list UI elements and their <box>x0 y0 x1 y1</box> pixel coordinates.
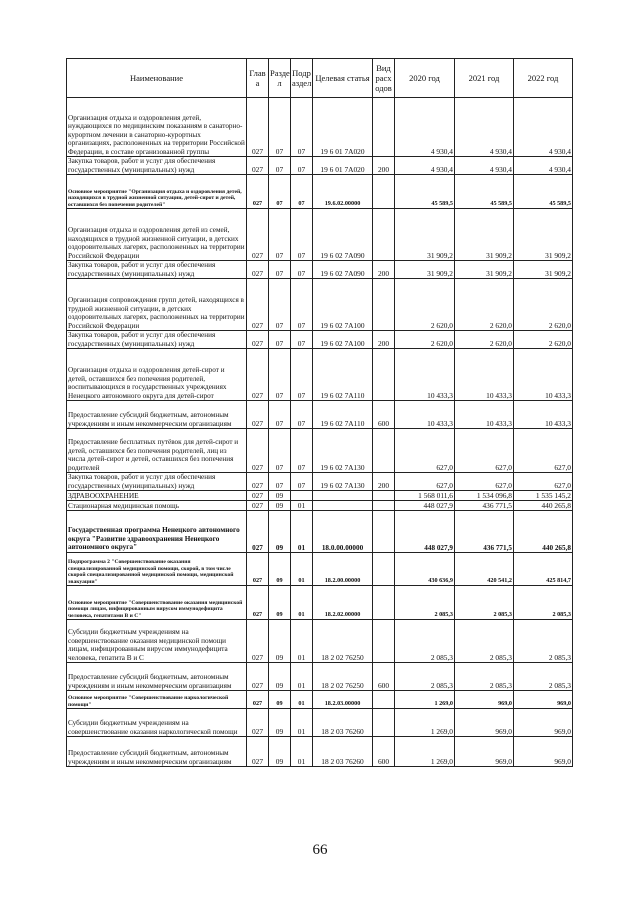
row-podrazdel <box>291 491 313 501</box>
header-vid: Вид расх одов <box>373 59 395 98</box>
row-vid <box>373 620 395 663</box>
budget-table <box>66 58 573 767</box>
row-statya: 19 6 02 7А100 <box>313 279 373 331</box>
row-2022: 31 909,2 <box>514 261 573 279</box>
row-razdel: 09 <box>269 501 291 511</box>
row-name: Организация отдыха и оздоровления детей, нуждающихся по медицинским показаниям в санаторно-курортном лечении в санаторно-курортных организациях, расположенных на территории Российской Федерации, в составе организованной группы <box>67 98 247 157</box>
row-razdel: 09 <box>269 491 291 501</box>
row-2020: 448 027,9 <box>395 501 455 511</box>
row-name: Закупка товаров, работ и услуг для обеспечения государственных (муниципальных) нужд <box>67 261 247 279</box>
row-name: Организация сопровождения групп детей, находящихся в трудной жизненной ситуации, в детских оздоровительных лагерях, расположенных на территории Российской Федерации <box>67 279 247 331</box>
row-name: Стационарная медицинская помощь <box>67 501 247 511</box>
row-2022: 2 085,3 <box>514 586 573 620</box>
row-vid: 600 <box>373 663 395 691</box>
row-statya: 19.6.02.00000 <box>313 175 373 209</box>
row-2020: 430 636,9 <box>395 553 455 586</box>
row-2021: 969,0 <box>455 709 514 737</box>
table-row <box>67 331 573 349</box>
row-podrazdel: 07 <box>291 429 313 473</box>
row-2021: 969,0 <box>455 737 514 767</box>
table-row <box>67 279 573 331</box>
row-2021: 4 930,4 <box>455 157 514 175</box>
row-glava: 027 <box>247 511 269 553</box>
row-vid <box>373 209 395 261</box>
row-podrazdel: 07 <box>291 98 313 157</box>
row-2021: 436 771,5 <box>455 501 514 511</box>
row-statya: 18 2 02 76250 <box>313 620 373 663</box>
row-podrazdel: 07 <box>291 261 313 279</box>
row-statya: 19 6 02 7А090 <box>313 261 373 279</box>
row-razdel: 09 <box>269 620 291 663</box>
row-2021: 4 930,4 <box>455 98 514 157</box>
table-row <box>67 511 573 553</box>
header-2020: 2020 год <box>395 59 455 98</box>
row-podrazdel: 01 <box>291 553 313 586</box>
row-podrazdel: 01 <box>291 691 313 709</box>
row-2022: 440 265,8 <box>514 511 573 553</box>
row-glava: 027 <box>247 737 269 767</box>
row-2022: 2 620,0 <box>514 279 573 331</box>
row-statya: 19 6 02 7А130 <box>313 429 373 473</box>
row-2020: 1 269,0 <box>395 709 455 737</box>
row-name: Организация отдыха и оздоровления детей из семей, находящихся в трудной жизненной ситуации, в детских оздоровительных лагерях, расположенных на территории Российской Федерации <box>67 209 247 261</box>
table-row <box>67 157 573 175</box>
row-podrazdel: 01 <box>291 511 313 553</box>
row-razdel: 09 <box>269 737 291 767</box>
row-name: Предоставление субсидий бюджетным, автономным учреждениям и иным некоммерческим организациям <box>67 663 247 691</box>
row-razdel: 09 <box>269 553 291 586</box>
row-statya: 19 6 02 7А130 <box>313 473 373 491</box>
row-2020: 2 085,3 <box>395 586 455 620</box>
table-body <box>67 98 573 767</box>
row-2021: 31 909,2 <box>455 261 514 279</box>
row-2021: 45 589,5 <box>455 175 514 209</box>
row-vid: 200 <box>373 157 395 175</box>
row-glava: 027 <box>247 429 269 473</box>
row-razdel: 09 <box>269 586 291 620</box>
row-razdel: 07 <box>269 175 291 209</box>
header-razdel: Разде л <box>269 59 291 98</box>
row-podrazdel: 01 <box>291 663 313 691</box>
table-row <box>67 691 573 709</box>
table-row <box>67 261 573 279</box>
row-vid: 600 <box>373 401 395 429</box>
row-2022: 969,0 <box>514 737 573 767</box>
row-vid <box>373 709 395 737</box>
row-razdel: 07 <box>269 279 291 331</box>
row-name: Основное мероприятие "Совершенствование оказания медицинской помощи лицам, инфицированным вирусом иммунодефицита человека, гепатитами В и С" <box>67 586 247 620</box>
table-row <box>67 349 573 401</box>
row-2020: 627,0 <box>395 429 455 473</box>
row-statya: 18 2 02 76250 <box>313 663 373 691</box>
row-glava: 027 <box>247 473 269 491</box>
row-podrazdel: 07 <box>291 279 313 331</box>
row-2022: 440 265,8 <box>514 501 573 511</box>
row-statya: 19 6 01 7А020 <box>313 98 373 157</box>
row-vid <box>373 691 395 709</box>
row-vid <box>373 511 395 553</box>
table-header-row <box>67 59 573 98</box>
row-razdel: 09 <box>269 663 291 691</box>
row-2021: 1 534 096,8 <box>455 491 514 501</box>
table-row <box>67 429 573 473</box>
row-podrazdel: 01 <box>291 501 313 511</box>
row-vid <box>373 98 395 157</box>
header-statya: Целевая статья <box>313 59 373 98</box>
row-glava: 027 <box>247 709 269 737</box>
row-2020: 4 930,4 <box>395 157 455 175</box>
row-2022: 4 930,4 <box>514 98 573 157</box>
row-2022: 45 589,5 <box>514 175 573 209</box>
table-row <box>67 586 573 620</box>
row-vid <box>373 175 395 209</box>
row-razdel: 09 <box>269 709 291 737</box>
row-2020: 1 269,0 <box>395 691 455 709</box>
row-vid <box>373 501 395 511</box>
row-vid <box>373 586 395 620</box>
row-2020: 10 433,3 <box>395 401 455 429</box>
row-name: Предоставление субсидий бюджетным, автономным учреждениям и иным некоммерческим организациям <box>67 737 247 767</box>
row-podrazdel: 01 <box>291 709 313 737</box>
table-row <box>67 501 573 511</box>
row-2021: 10 433,3 <box>455 349 514 401</box>
row-vid <box>373 429 395 473</box>
header-2021: 2021 год <box>455 59 514 98</box>
row-vid <box>373 279 395 331</box>
table-row <box>67 209 573 261</box>
row-2020: 448 027,9 <box>395 511 455 553</box>
row-vid <box>373 491 395 501</box>
row-2021: 969,0 <box>455 691 514 709</box>
row-podrazdel: 07 <box>291 349 313 401</box>
row-2022: 969,0 <box>514 709 573 737</box>
row-2022: 10 433,3 <box>514 349 573 401</box>
row-podrazdel: 07 <box>291 175 313 209</box>
row-name: Субсидии бюджетным учреждениям на совершенствование оказания наркологической помощи <box>67 709 247 737</box>
row-razdel: 07 <box>269 429 291 473</box>
row-podrazdel: 07 <box>291 473 313 491</box>
row-razdel: 07 <box>269 331 291 349</box>
row-2022: 1 535 145,2 <box>514 491 573 501</box>
row-2020: 2 620,0 <box>395 331 455 349</box>
row-2020: 45 589,5 <box>395 175 455 209</box>
row-2021: 420 541,2 <box>455 553 514 586</box>
header-2022: 2022 год <box>514 59 573 98</box>
row-2020: 1 269,0 <box>395 737 455 767</box>
row-2020: 2 085,3 <box>395 663 455 691</box>
row-vid <box>373 553 395 586</box>
row-glava: 027 <box>247 401 269 429</box>
row-podrazdel: 07 <box>291 157 313 175</box>
row-name: Организация отдыха и оздоровления детей-сирот и детей, оставшихся без попечения родителей, воспитывающихся в государственных учреждениях Ненецкого автономного округа для детей-сирот <box>67 349 247 401</box>
row-glava: 027 <box>247 663 269 691</box>
row-glava: 027 <box>247 553 269 586</box>
row-2020: 1 568 011,6 <box>395 491 455 501</box>
row-2020: 627,0 <box>395 473 455 491</box>
table-row <box>67 663 573 691</box>
row-glava: 027 <box>247 157 269 175</box>
table-row <box>67 620 573 663</box>
row-2021: 436 771,5 <box>455 511 514 553</box>
row-name: Закупка товаров, работ и услуг для обеспечения государственных (муниципальных) нужд <box>67 157 247 175</box>
row-glava: 027 <box>247 175 269 209</box>
row-name: Субсидии бюджетным учреждениям на совершенствование оказания медицинской помощи лицам, инфицированным вирусом иммунодефицита человека, гепатита В и С <box>67 620 247 663</box>
row-2020: 4 930,4 <box>395 98 455 157</box>
row-glava: 027 <box>247 501 269 511</box>
row-razdel: 07 <box>269 401 291 429</box>
row-statya: 18.2.02.00000 <box>313 586 373 620</box>
row-2021: 627,0 <box>455 473 514 491</box>
row-name: Закупка товаров, работ и услуг для обеспечения государственных (муниципальных) нужд <box>67 331 247 349</box>
row-razdel: 09 <box>269 691 291 709</box>
row-2022: 627,0 <box>514 473 573 491</box>
row-podrazdel: 01 <box>291 620 313 663</box>
row-vid: 200 <box>373 473 395 491</box>
table-row <box>67 401 573 429</box>
row-glava: 027 <box>247 349 269 401</box>
row-razdel: 09 <box>269 511 291 553</box>
row-2022: 2 085,3 <box>514 663 573 691</box>
row-podrazdel: 07 <box>291 401 313 429</box>
table-row <box>67 473 573 491</box>
row-glava: 027 <box>247 491 269 501</box>
row-glava: 027 <box>247 620 269 663</box>
row-statya: 18.2.03.00000 <box>313 691 373 709</box>
row-name: Закупка товаров, работ и услуг для обеспечения государственных (муниципальных) нужд <box>67 473 247 491</box>
header-name: Наименование <box>67 59 247 98</box>
row-glava: 027 <box>247 586 269 620</box>
row-2021: 2 085,3 <box>455 663 514 691</box>
row-glava: 027 <box>247 279 269 331</box>
row-2021: 10 433,3 <box>455 401 514 429</box>
table-row <box>67 737 573 767</box>
row-2022: 2 085,3 <box>514 620 573 663</box>
row-glava: 027 <box>247 209 269 261</box>
row-2022: 425 814,7 <box>514 553 573 586</box>
row-podrazdel: 01 <box>291 586 313 620</box>
row-statya: 18 2 03 76260 <box>313 737 373 767</box>
row-2022: 969,0 <box>514 691 573 709</box>
row-name: ЗДРАВООХРАНЕНИЕ <box>67 491 247 501</box>
row-2020: 2 620,0 <box>395 279 455 331</box>
row-glava: 027 <box>247 691 269 709</box>
row-statya: 19 6 02 7А090 <box>313 209 373 261</box>
row-2021: 627,0 <box>455 429 514 473</box>
row-glava: 027 <box>247 331 269 349</box>
row-podrazdel: 07 <box>291 331 313 349</box>
row-2021: 31 909,2 <box>455 209 514 261</box>
row-statya: 18.2.00.00000 <box>313 553 373 586</box>
row-razdel: 07 <box>269 349 291 401</box>
table-row <box>67 98 573 157</box>
row-vid: 200 <box>373 261 395 279</box>
header-podrazdel: Подр аздел <box>291 59 313 98</box>
row-statya: 19 6 02 7А110 <box>313 349 373 401</box>
table-row <box>67 491 573 501</box>
row-2021: 2 085,3 <box>455 620 514 663</box>
header-glava: Глав а <box>247 59 269 98</box>
table-row <box>67 709 573 737</box>
row-razdel: 07 <box>269 473 291 491</box>
row-2020: 2 085,3 <box>395 620 455 663</box>
row-glava: 027 <box>247 98 269 157</box>
row-statya: 18 2 03 76260 <box>313 709 373 737</box>
row-statya <box>313 501 373 511</box>
row-statya: 19 6 02 7А110 <box>313 401 373 429</box>
row-name: Основное мероприятие "Организация отдыха и оздоровления детей, находящихся в трудной жизненной ситуации, детей-сирот и детей, оставшихся без попечения родителей" <box>67 175 247 209</box>
row-statya <box>313 491 373 501</box>
row-vid: 600 <box>373 737 395 767</box>
row-vid <box>373 349 395 401</box>
row-name: Подпрограмма 2 "Совершенствование оказания специализированной медицинской помощи, скорой, в том числе скорой специализированной медицинской помощи, медицинской эвакуации" <box>67 553 247 586</box>
row-2021: 2 620,0 <box>455 331 514 349</box>
row-razdel: 07 <box>269 209 291 261</box>
page-number: 66 <box>312 842 328 858</box>
row-2022: 4 930,4 <box>514 157 573 175</box>
row-razdel: 07 <box>269 157 291 175</box>
row-vid: 200 <box>373 331 395 349</box>
row-2021: 2 620,0 <box>455 279 514 331</box>
row-2022: 10 433,3 <box>514 401 573 429</box>
row-2022: 31 909,2 <box>514 209 573 261</box>
row-glava: 027 <box>247 261 269 279</box>
row-statya: 18.0.00.00000 <box>313 511 373 553</box>
row-razdel: 07 <box>269 98 291 157</box>
row-name: Государственная программа Ненецкого автономного округа "Развитие здравоохранения Ненецкого автономного округа" <box>67 511 247 553</box>
row-razdel: 07 <box>269 261 291 279</box>
row-podrazdel: 01 <box>291 737 313 767</box>
table-row <box>67 553 573 586</box>
row-2020: 31 909,2 <box>395 261 455 279</box>
row-2021: 2 085,3 <box>455 586 514 620</box>
row-2020: 10 433,3 <box>395 349 455 401</box>
row-2022: 627,0 <box>514 429 573 473</box>
row-name: Предоставление субсидий бюджетным, автономным учреждениям и иным некоммерческим организациям <box>67 401 247 429</box>
row-podrazdel: 07 <box>291 209 313 261</box>
row-2022: 2 620,0 <box>514 331 573 349</box>
row-name: Основное мероприятие "Совершенствование наркологической помощи" <box>67 691 247 709</box>
row-statya: 19 6 01 7А020 <box>313 157 373 175</box>
table-row <box>67 175 573 209</box>
row-statya: 19 6 02 7А100 <box>313 331 373 349</box>
row-name: Предоставление бесплатных путёвок для детей-сирот и детей, оставшихся без попечения родителей, лиц из числа детей-сирот и детей, оставшихся без попечения родителей <box>67 429 247 473</box>
row-2020: 31 909,2 <box>395 209 455 261</box>
